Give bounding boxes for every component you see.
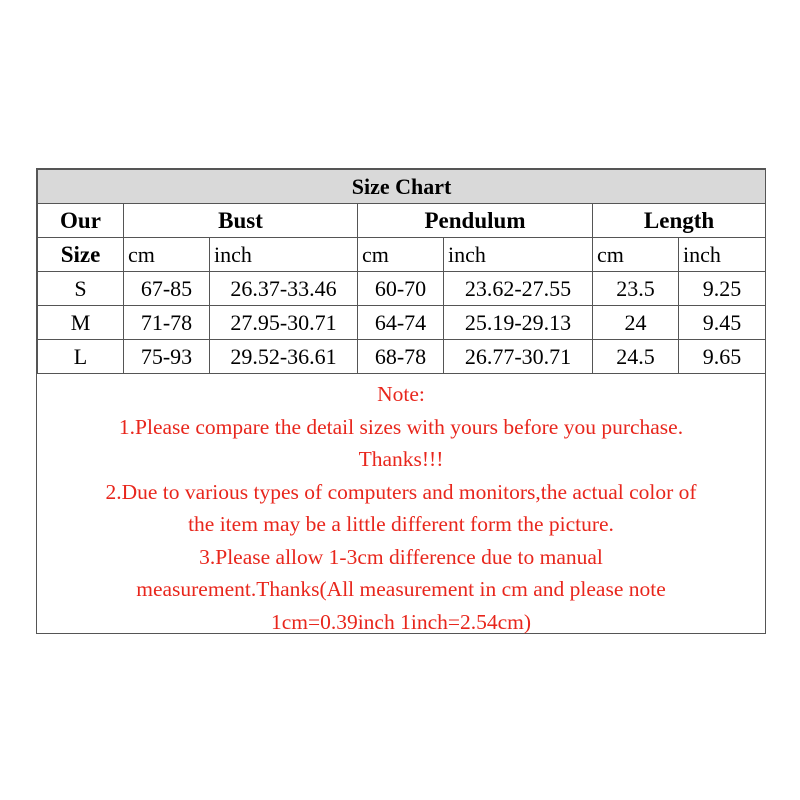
bust-cm-unit: cm: [124, 238, 210, 272]
bust-cm-value: 71-78: [124, 306, 210, 340]
length-inch-value: 9.45: [679, 306, 766, 340]
note-line: measurement.Thanks(All measurement in cm and please note: [136, 577, 666, 601]
pendulum-inch-value: 26.77-30.71: [444, 340, 593, 374]
table-row: [38, 272, 766, 306]
length-inch-value: 9.25: [679, 272, 766, 306]
bust-inch-value: 29.52-36.61: [210, 340, 358, 374]
our-size-header-line1: Our: [38, 204, 124, 238]
pendulum-cm-value: 64-74: [358, 306, 444, 340]
chart-title: Size Chart: [38, 170, 766, 204]
length-cm-value: 24: [593, 306, 679, 340]
length-inch-unit: inch: [679, 238, 766, 272]
note-line: 1cm=0.39inch 1inch=2.54cm): [270, 609, 532, 634]
size-label: M: [38, 306, 124, 340]
unit-row: [38, 238, 766, 272]
length-header: Length: [593, 204, 766, 238]
pendulum-cm-value: 60-70: [358, 272, 444, 306]
length-cm-value: 24.5: [593, 340, 679, 374]
size-label: L: [38, 340, 124, 374]
bust-inch-value: 27.95-30.71: [210, 306, 358, 340]
note-line: Thanks!!!: [358, 447, 444, 471]
bust-inch-value: 26.37-33.46: [210, 272, 358, 306]
bust-cm-value: 67-85: [124, 272, 210, 306]
note-line: the item may be a little different form the picture.: [188, 512, 614, 536]
bust-inch-unit: inch: [210, 238, 358, 272]
pendulum-inch-unit: inch: [444, 238, 593, 272]
pendulum-inch-value: 23.62-27.55: [444, 272, 593, 306]
note-line: 1.Please compare the detail sizes with yours before you purchase.: [118, 414, 684, 439]
size-chart: [36, 168, 766, 634]
length-inch-value: 9.65: [679, 340, 766, 374]
header-row: [38, 204, 766, 238]
note-heading: Note:: [377, 382, 425, 406]
bust-header: Bust: [124, 204, 358, 238]
pendulum-cm-unit: cm: [358, 238, 444, 272]
table-row: [38, 340, 766, 374]
table-row: [38, 306, 766, 340]
note-line: 3.Please allow 1-3cm difference due to manual: [199, 544, 603, 569]
note-line: 2.Due to various types of computers and monitors,the actual color of: [105, 479, 697, 504]
pendulum-cm-value: 68-78: [358, 340, 444, 374]
pendulum-header: Pendulum: [358, 204, 593, 238]
length-cm-value: 23.5: [593, 272, 679, 306]
our-size-header-line2: Size: [38, 238, 124, 272]
size-label: S: [38, 272, 124, 306]
title-row: [38, 170, 766, 204]
size-table: [37, 169, 766, 374]
pendulum-inch-value: 25.19-29.13: [444, 306, 593, 340]
bust-cm-value: 75-93: [124, 340, 210, 374]
notes-section: [37, 374, 765, 638]
length-cm-unit: cm: [593, 238, 679, 272]
